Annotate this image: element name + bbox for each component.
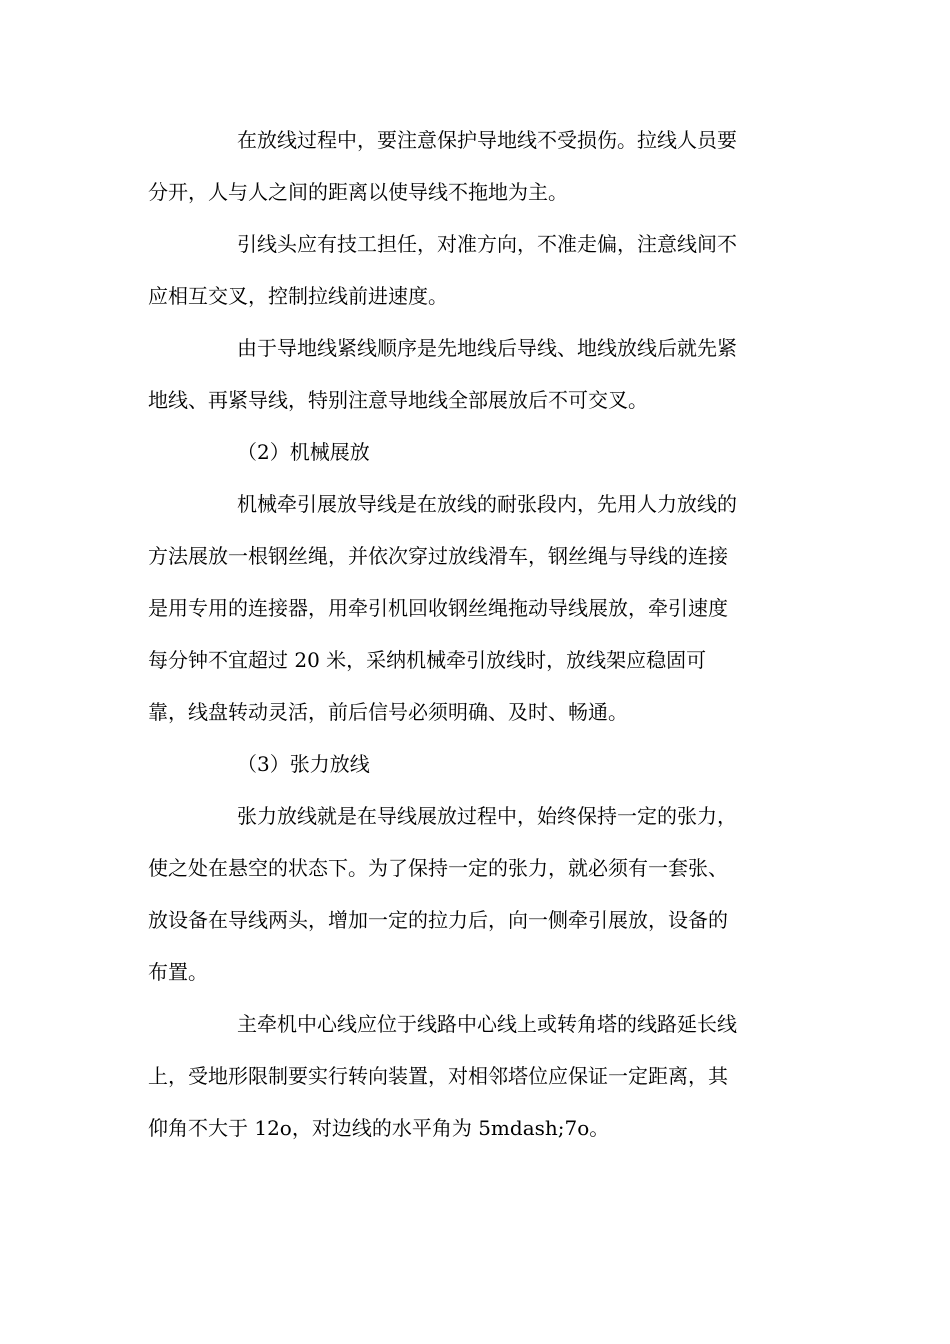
section-heading: （2）机械展放	[237, 440, 370, 464]
section-heading: （3）张力放线	[237, 752, 370, 776]
text-line: 使之处在悬空的状态下。为了保持一定的张力，就必须有一套张、	[148, 856, 728, 880]
text-line: 地线、再紧导线，特别注意导地线全部展放后不可交叉。	[148, 388, 648, 412]
text-line: 方法展放一根钢丝绳，并依次穿过放线滑车，钢丝绳与导线的连接	[148, 544, 728, 568]
text-line: 分开，人与人之间的距离以使导线不拖地为主。	[148, 180, 568, 204]
text-line: 引线头应有技工担任，对准方向，不准走偏，注意线间不	[237, 232, 737, 256]
text-line: 由于导地线紧线顺序是先地线后导线、地线放线后就先紧	[237, 336, 737, 360]
text-line: 在放线过程中，要注意保护导地线不受损伤。拉线人员要	[237, 128, 737, 152]
text-line: 张力放线就是在导线展放过程中，始终保持一定的张力，	[237, 804, 737, 828]
text-line: 布置。	[148, 960, 208, 984]
text-line: 靠，线盘转动灵活，前后信号必须明确、及时、畅通。	[148, 700, 628, 724]
text-line: 每分钟不宜超过 20 米，采纳机械牵引放线时，放线架应稳固可	[148, 648, 707, 672]
text-line: 仰角不大于 12o，对边线的水平角为 5mdash;7o。	[148, 1116, 610, 1140]
text-line: 机械牵引展放导线是在放线的耐张段内，先用人力放线的	[237, 492, 737, 516]
text-line: 上，受地形限制要实行转向装置，对相邻塔位应保证一定距离，其	[148, 1064, 728, 1088]
text-line: 放设备在导线两头，增加一定的拉力后，向一侧牵引展放，设备的	[148, 908, 728, 932]
text-line: 是用专用的连接器，用牵引机回收钢丝绳拖动导线展放，牵引速度	[148, 596, 728, 620]
document-body	[148, 114, 798, 1154]
text-line: 主牵机中心线应位于线路中心线上或转角塔的线路延长线	[237, 1012, 737, 1036]
text-line: 应相互交叉，控制拉线前进速度。	[148, 284, 448, 308]
